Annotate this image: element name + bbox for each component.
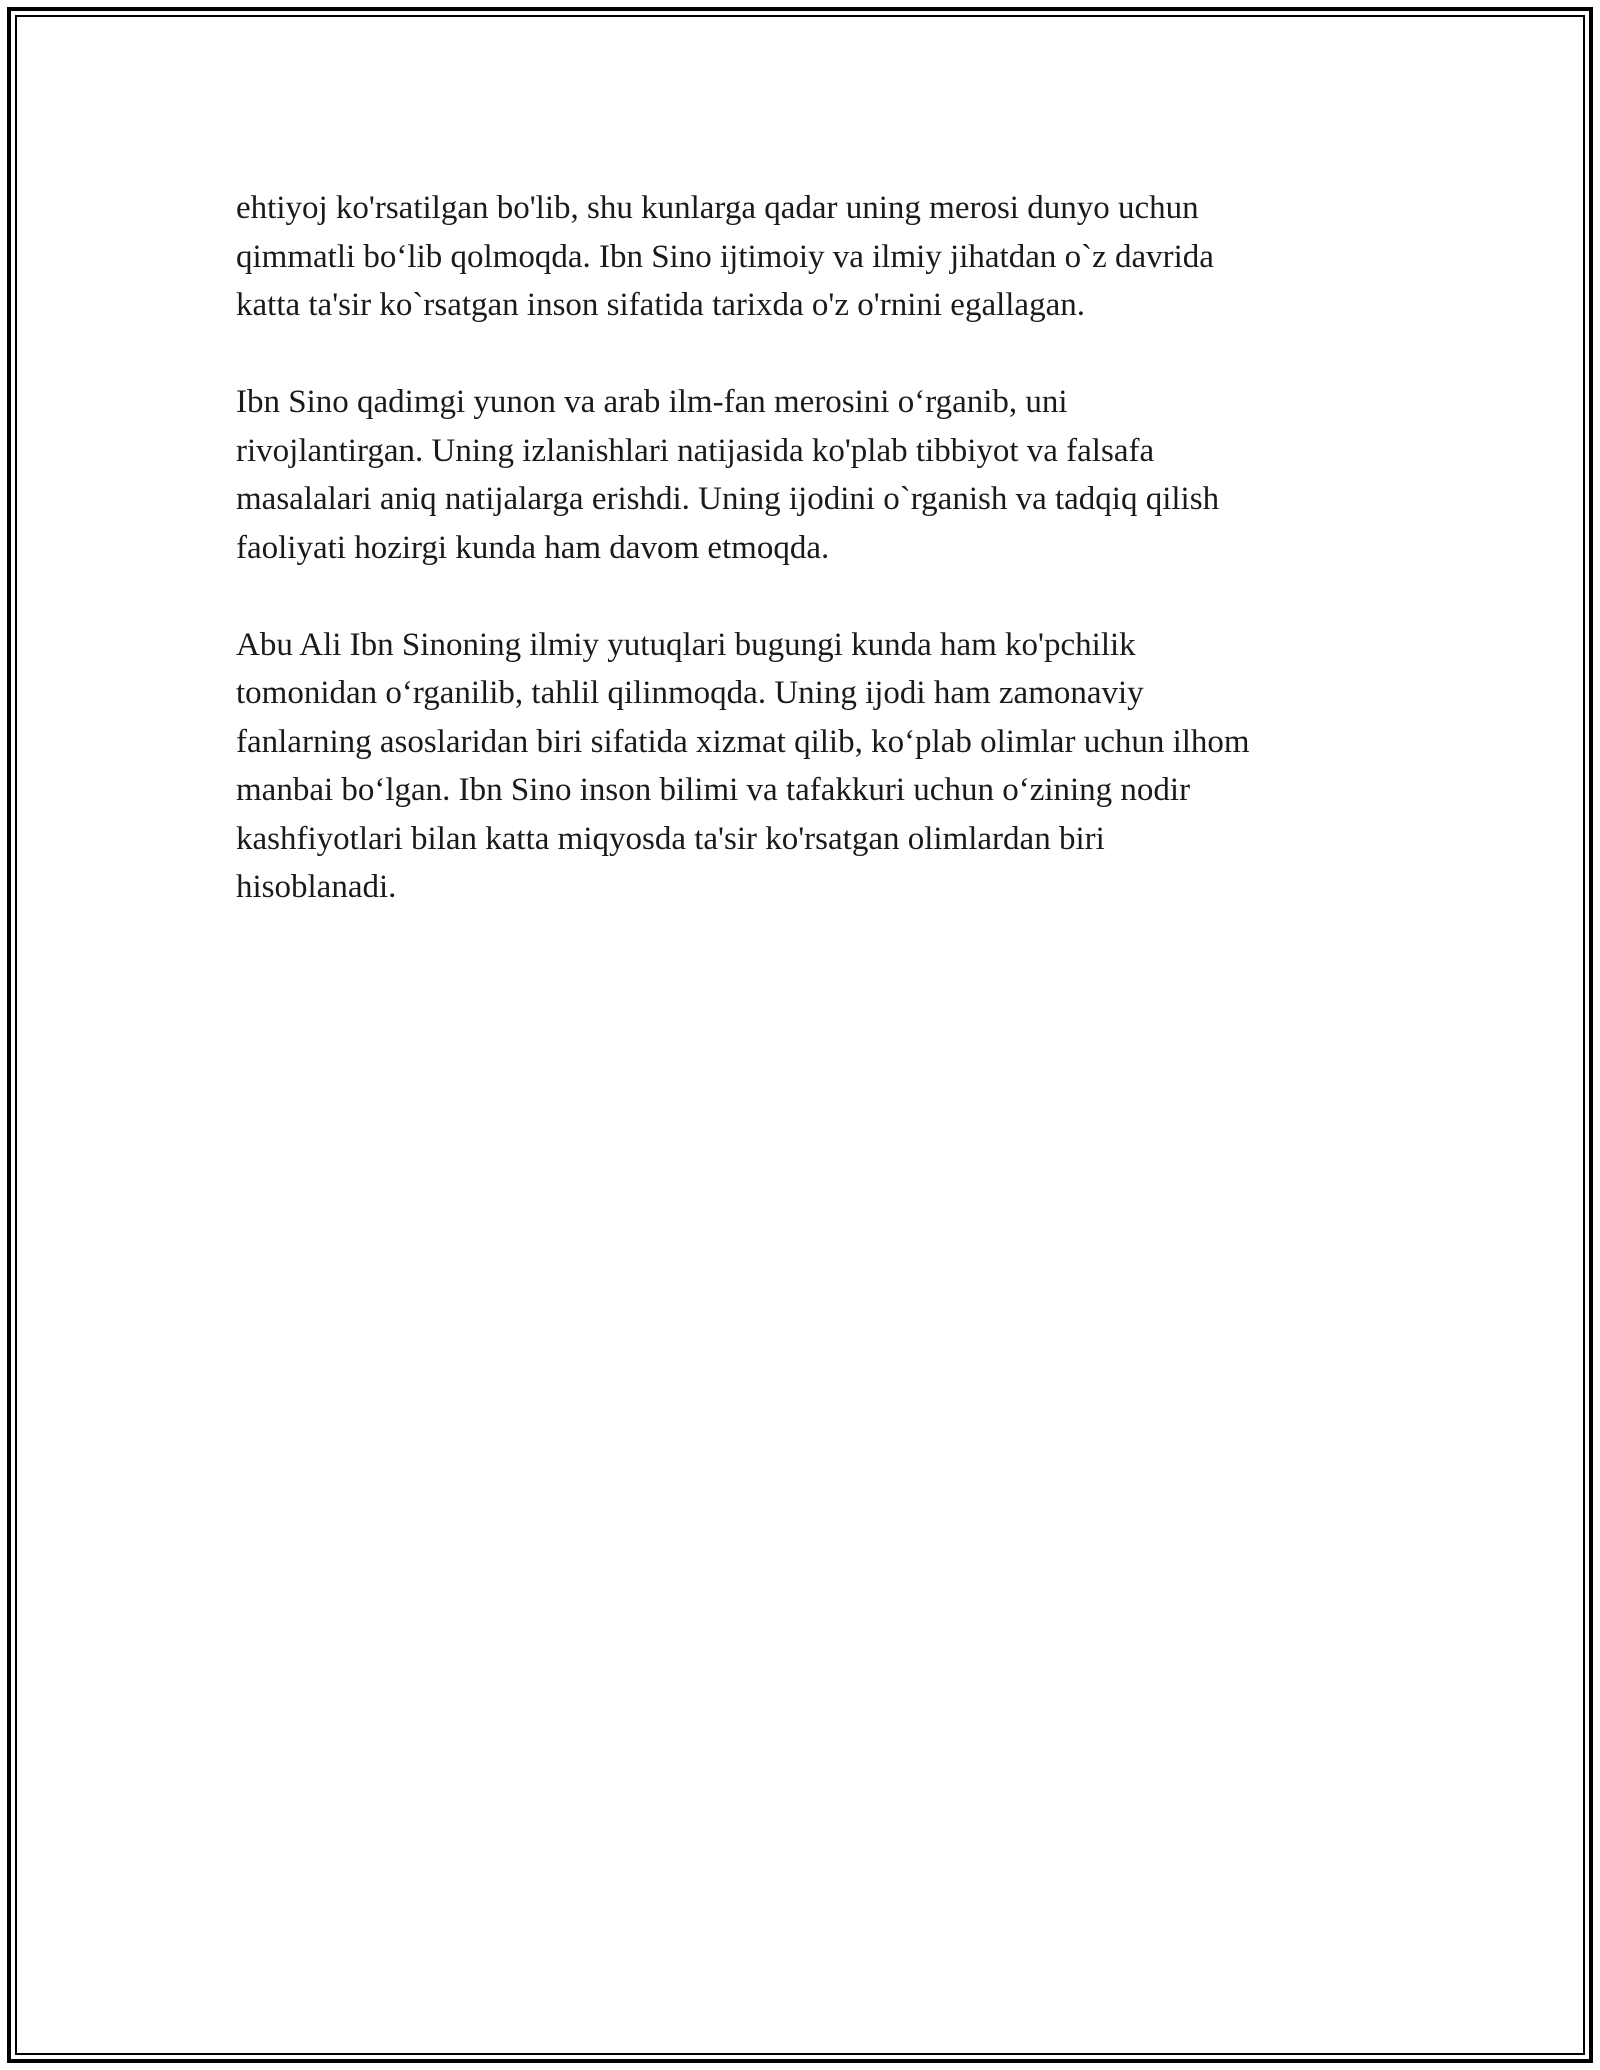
paragraph-2: Ibn Sino qadimgi yunon va arab ilm-fan merosini o‘rganib, uni rivojlantirgan. Uning izlanishlari natijasida ko'plab tibbiyot va falsafa masalalari aniq natijalarga erishdi. Uning ijodini o`rganish va tadqiq qilish faoliyati hozirgi kunda ham davom etmoqda.	[236, 384, 1220, 566]
document-body	[236, 184, 1366, 960]
paragraph-1: ehtiyoj ko'rsatilgan bo'lib, shu kunlarga qadar uning merosi dunyo uchun qimmatli bo‘lib qolmoqda. Ibn Sino ijtimoiy va ilmiy jihatdan o`z davrida katta ta'sir ko`rsatgan inson sifatida tarixda o'z o'rnini egallagan.	[236, 190, 1214, 323]
paragraph-3: Abu Ali Ibn Sinoning ilmiy yutuqlari bugungi kunda ham ko'pchilik tomonidan o‘rganilib, tahlil qilinmoqda. Uning ijodi ham zamonaviy fanlarning asoslaridan biri sifatida xizmat qilib, ko‘plab olimlar uchun ilhom manbai bo‘lgan. Ibn Sino inson bilimi va tafakkuri uchun o‘zining nodir kashfiyotlari bilan katta miqyosda ta'sir ko'rsatgan olimlardan biri hisoblanadi.	[236, 626, 1250, 905]
